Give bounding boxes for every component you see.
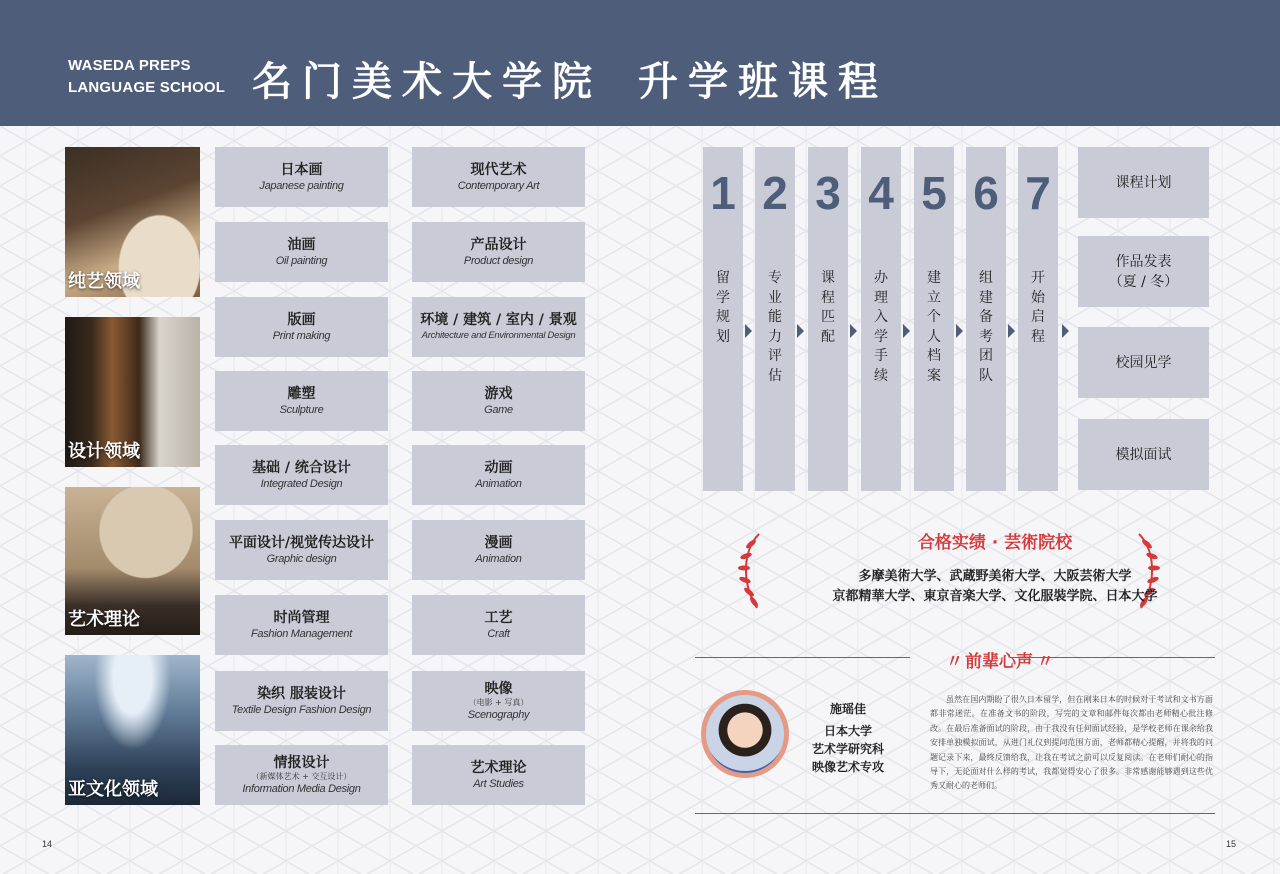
- process-step: [914, 147, 954, 491]
- step-number: 1: [710, 167, 736, 219]
- student-name: 施瑶佳: [829, 702, 866, 716]
- photo-label: 亚文化领域: [68, 779, 158, 800]
- course-english: Textile Design Fashion Design: [231, 704, 372, 716]
- step-arrow-icon: [956, 324, 963, 338]
- course-english: Oil painting: [275, 255, 328, 267]
- school-name-line2: LANGUAGE SCHOOL: [68, 79, 226, 96]
- avatar-photo: [706, 695, 784, 773]
- course-card: [215, 147, 388, 207]
- student-school: 日本大学: [823, 724, 872, 738]
- course-english: Product design: [463, 255, 534, 267]
- photo-label: 设计领域: [68, 441, 140, 462]
- results-line: 多摩美術大学、武蔵野美術大学、大阪芸術大学: [858, 569, 1132, 584]
- step-text: 办理入学手续: [874, 270, 888, 384]
- step-arrow-icon: [903, 324, 910, 338]
- process-step: [1018, 147, 1058, 491]
- course-subtitle: （电影 + 写真）: [468, 698, 529, 707]
- course-card: [215, 222, 388, 282]
- course-english: Integrated Design: [260, 478, 343, 490]
- step-number: 4: [868, 167, 894, 219]
- testimonial-title-text: 前辈心声: [965, 652, 1033, 672]
- step-arrow-icon: [745, 324, 752, 338]
- course-card: [412, 445, 585, 505]
- program-box-sublabel: （夏 / 冬）: [1108, 273, 1179, 290]
- course-english: Craft: [487, 628, 510, 640]
- school-name-line1: WASEDA PREPS: [68, 57, 191, 74]
- program-box-label: 模拟面试: [1115, 446, 1172, 463]
- student-major: 映像艺术专攻: [811, 760, 884, 774]
- step-text: 留学规划: [716, 270, 730, 345]
- course-name: 版画: [287, 312, 316, 328]
- student-dept: 艺术学研究科: [811, 742, 884, 756]
- avatar: [701, 690, 789, 778]
- course-name: 现代艺术: [470, 162, 527, 178]
- course-name: 映像: [484, 681, 513, 697]
- program-box: [1078, 147, 1209, 218]
- step-number: 5: [921, 167, 947, 219]
- course-name: 雕塑: [287, 386, 316, 402]
- process-step: [703, 147, 743, 491]
- page-title-part1: 名门美术大学院: [252, 59, 602, 105]
- course-english: Animation: [475, 478, 522, 490]
- program-box-label: 作品发表: [1115, 253, 1172, 270]
- photo-art-theory: [65, 487, 200, 635]
- divider: [695, 657, 910, 658]
- course-card: [215, 671, 388, 731]
- course-card: [412, 371, 585, 431]
- course-english: Game: [484, 404, 513, 416]
- program-box: [1078, 327, 1209, 398]
- course-card: [412, 595, 585, 655]
- course-card: [215, 595, 388, 655]
- course-english: Graphic design: [266, 553, 337, 565]
- course-subtitle: （新媒体艺术 + 交互设计）: [251, 772, 352, 781]
- course-english: Animation: [475, 553, 522, 565]
- course-name: 情报设计: [273, 755, 330, 771]
- page-number-right: 15: [1226, 839, 1237, 849]
- divider: [695, 813, 1215, 814]
- course-card: [412, 222, 585, 282]
- course-card: [215, 745, 388, 805]
- page-header: [0, 0, 1280, 126]
- course-english: Print making: [272, 330, 331, 342]
- course-card: [412, 297, 585, 357]
- step-arrow-icon: [1008, 324, 1015, 338]
- step-arrow-icon: [850, 324, 857, 338]
- photo-subculture: [65, 655, 200, 805]
- step-text: 专业能力评估: [768, 270, 782, 384]
- course-english: Fashion Management: [251, 628, 352, 640]
- course-name: 油画: [287, 237, 316, 253]
- testimonial-text: 虽然在国内期盼了很久日本留学，但在刚来日本的时候对于考试和文书方面都非常迷茫。在准备文书的阶段，写完的文章和邮件每次都由老师精心批注修改。在最后准备面试的阶段，由于我没有任何面试经验，是学校老师在课余给我安排单独模拟面试，从进门礼仪到提问范围方面，老师都精心提醒，并将我的问题记录下来，最终反馈给我，让我在考试之前可以反复阅读。在老师们耐心的指导下，无论面对什么样的考试，我都觉得安心了很多。非常感谢能够遇到这些优秀又耐心的老师们。: [930, 695, 1213, 791]
- school-name: [68, 55, 225, 99]
- course-name: 平面设计/视觉传达设计: [228, 535, 375, 551]
- step-number: 2: [762, 167, 788, 219]
- process-step: [755, 147, 795, 491]
- step-arrow-icon: [1062, 324, 1069, 338]
- process-step: [966, 147, 1006, 491]
- course-card: [215, 297, 388, 357]
- course-english: Architecture and Environmental Design: [421, 330, 576, 341]
- course-card: [412, 671, 585, 731]
- slash-decoration-icon: 〃: [946, 652, 965, 672]
- page-title: [252, 50, 888, 107]
- program-box: [1078, 236, 1209, 307]
- step-arrow-icon: [797, 324, 804, 338]
- course-name: 染织 服装设计: [257, 686, 346, 702]
- course-name: 时尚管理: [273, 610, 330, 626]
- course-english: Contemporary Art: [457, 180, 540, 192]
- step-text: 开始启程: [1031, 270, 1045, 345]
- program-box-label: 课程计划: [1115, 174, 1172, 191]
- course-card: [215, 445, 388, 505]
- photo-design: [65, 317, 200, 467]
- course-card: [412, 745, 585, 805]
- program-box-label: 校园见学: [1115, 354, 1172, 371]
- course-card: [215, 520, 388, 580]
- course-card: [412, 147, 585, 207]
- course-name: 游戏: [484, 386, 513, 402]
- course-name: 基础 / 统合设计: [252, 460, 351, 476]
- slash-decoration-icon: 〃: [1033, 652, 1052, 672]
- step-text: 建立个人档案: [927, 270, 941, 384]
- course-name: 漫画: [484, 535, 513, 551]
- results-line: 京都精華大学、東京音楽大学、文化服裝学院、日本大学: [832, 589, 1158, 604]
- step-text: 组建备考团队: [979, 270, 993, 384]
- photo-label: 艺术理论: [68, 609, 140, 630]
- course-english: Japanese painting: [259, 180, 344, 192]
- course-name: 工艺: [484, 610, 513, 626]
- process-step: [808, 147, 848, 491]
- course-name: 产品设计: [470, 237, 527, 253]
- page-number-left: 14: [42, 839, 53, 849]
- step-number: 3: [815, 167, 841, 219]
- page-title-part2: 升学班课程: [638, 59, 888, 105]
- course-name: 动画: [484, 460, 513, 476]
- course-english: Sculpture: [279, 404, 324, 416]
- step-text: 课程匹配: [821, 270, 835, 345]
- program-box: [1078, 419, 1209, 490]
- process-step: [861, 147, 901, 491]
- step-number: 7: [1025, 167, 1051, 219]
- course-english: Scenography: [467, 709, 530, 721]
- course-name: 艺术理论: [470, 760, 527, 776]
- photo-fine-art: [65, 147, 200, 297]
- course-card: [215, 371, 388, 431]
- course-english: Art Studies: [473, 778, 524, 790]
- step-number: 6: [973, 167, 999, 219]
- course-english: Information Media Design: [242, 783, 361, 795]
- course-name: 环境 / 建筑 / 室内 / 景观: [420, 312, 577, 328]
- course-name: 日本画: [280, 162, 323, 178]
- course-card: [412, 520, 585, 580]
- photo-label: 纯艺领域: [68, 271, 140, 292]
- testimonial-title: [904, 647, 1094, 672]
- results-title: 合格实绩 · 芸術院校: [917, 533, 1073, 553]
